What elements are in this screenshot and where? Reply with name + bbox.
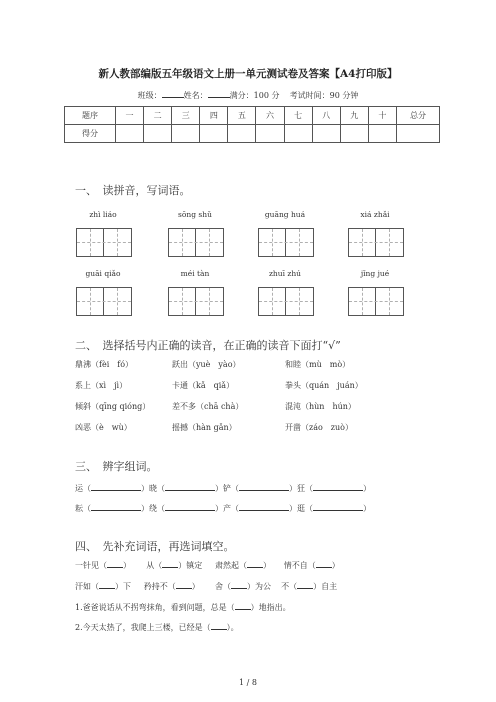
header-cell: 八	[312, 107, 340, 125]
score-cell[interactable]	[312, 125, 340, 143]
idiom-part: 情不自（	[283, 561, 316, 570]
writing-box[interactable]	[258, 287, 314, 316]
name-label: 姓名：	[183, 91, 208, 100]
word-group-row	[75, 502, 371, 514]
score-cell[interactable]	[397, 125, 440, 143]
writing-box[interactable]	[348, 287, 404, 316]
writing-box[interactable]	[168, 287, 224, 316]
reading-item: 系上（xì jì）	[75, 381, 128, 390]
pinyin-label: sōng shǔ	[178, 210, 212, 219]
header-cell: 总分	[397, 107, 440, 125]
answer-blank[interactable]	[99, 580, 115, 589]
header-cell: 三	[172, 107, 200, 125]
section1-heading: 一、 读拼音，写词语。	[75, 184, 191, 197]
header-cell: 四	[200, 107, 228, 125]
pinyin-label: jǐng jué	[360, 269, 390, 278]
header-cell: 一	[116, 107, 144, 125]
exam-time: 考试时间：90 分钟	[289, 91, 359, 100]
answer-blank[interactable]	[313, 482, 363, 491]
section4-heading: 四、 先补充词语，再选词填空。	[75, 540, 235, 553]
question-text: ）。	[226, 623, 239, 632]
score-cell[interactable]	[172, 125, 200, 143]
writing-box[interactable]	[258, 228, 314, 257]
class-label: 班级：	[137, 91, 162, 100]
score-cell[interactable]	[116, 125, 144, 143]
char-label: ）逛（	[289, 504, 313, 513]
answer-blank[interactable]	[247, 559, 263, 568]
score-table	[64, 106, 440, 143]
full-score: 满分：100 分	[229, 91, 280, 100]
char-label: ）产（	[215, 504, 239, 513]
char-label: ）狂（	[289, 484, 313, 493]
writing-box[interactable]	[348, 228, 404, 257]
writing-box[interactable]	[76, 287, 132, 316]
score-cell[interactable]	[256, 125, 284, 143]
score-row-label: 得分	[65, 125, 116, 143]
idiom-part: 从（	[146, 561, 163, 570]
question-text: 2.今天太热了，我爬上三楼，已经是（	[75, 623, 211, 632]
answer-blank[interactable]	[231, 580, 247, 589]
idiom-part: 一针见（	[75, 561, 107, 570]
pinyin-label: xiá zhǎi	[360, 210, 390, 219]
header-cell: 五	[228, 107, 256, 125]
word-group-row	[75, 482, 371, 494]
reading-item: 摇撼（hàn gǎn）	[172, 423, 237, 432]
reading-item: 鼎沸（fèi fó）	[75, 360, 134, 369]
header-cell: 题序	[65, 107, 116, 125]
idiom-part: ）为公	[246, 582, 271, 591]
idiom-part: ）自主	[313, 582, 338, 591]
document-title: 新人教部编版五年级语文上册一单元测试卷及答案【A4打印版】	[98, 68, 398, 80]
answer-blank[interactable]	[91, 502, 141, 511]
char-label: ）	[363, 484, 371, 493]
char-label: ）晓（	[141, 484, 165, 493]
writing-box[interactable]	[76, 228, 132, 257]
answer-blank[interactable]	[235, 601, 251, 610]
answer-blank[interactable]	[316, 559, 332, 568]
header-cell: 十	[368, 107, 396, 125]
reading-item: 和睦（mù mò）	[285, 360, 351, 369]
char-label: 运（	[75, 484, 91, 493]
question-text: 1.爸爸说话从不拐弯抹角，看到问题，总是（	[75, 603, 235, 612]
answer-blank[interactable]	[165, 502, 215, 511]
idiom-part: ）下	[115, 582, 131, 591]
idiom-part: ）	[331, 561, 340, 570]
reading-item: 混沌（hùn hún）	[285, 402, 356, 411]
score-header-row	[65, 107, 440, 125]
idiom-part: 汗如（	[75, 582, 99, 591]
char-label: ）	[363, 504, 371, 513]
answer-blank[interactable]	[162, 559, 178, 568]
idiom-part: 矜持不（	[143, 582, 176, 591]
class-blank	[162, 89, 184, 98]
answer-blank[interactable]	[165, 482, 215, 491]
score-cell[interactable]	[200, 125, 228, 143]
pinyin-label: zhì liáo	[89, 210, 117, 219]
question-1	[75, 601, 291, 613]
score-cell[interactable]	[340, 125, 368, 143]
answer-blank[interactable]	[211, 621, 227, 630]
idiom-part: ）	[191, 582, 200, 591]
answer-blank[interactable]	[176, 580, 192, 589]
pinyin-label: zhuī zhú	[268, 269, 301, 278]
char-label: 耘（	[75, 504, 91, 513]
score-row	[65, 125, 440, 143]
reading-item: 开凿（záo zuò）	[285, 423, 353, 432]
reading-item: 跃出（yuè yào）	[172, 360, 241, 369]
score-cell[interactable]	[284, 125, 312, 143]
header-cell: 六	[256, 107, 284, 125]
exam-meta	[0, 89, 496, 101]
idiom-row	[75, 559, 340, 571]
answer-blank[interactable]	[107, 559, 123, 568]
idiom-part: ）镇定	[178, 561, 203, 570]
answer-blank[interactable]	[313, 502, 363, 511]
idiom-part: 不（	[281, 582, 298, 591]
answer-blank[interactable]	[91, 482, 141, 491]
pinyin-label: méi tàn	[180, 269, 210, 278]
question-text: ）地指出。	[250, 603, 291, 612]
answer-blank[interactable]	[239, 502, 289, 511]
idiom-part: ）	[123, 561, 131, 570]
reading-item: 倾斜（qīng qióng）	[75, 402, 151, 411]
header-cell: 二	[144, 107, 172, 125]
char-label: ）绕（	[141, 504, 165, 513]
char-label: ）铲（	[215, 484, 239, 493]
page-number: 1 / 8	[239, 678, 257, 687]
reading-item: 拳头（quán juán）	[285, 381, 363, 390]
header-cell: 七	[284, 107, 312, 125]
question-2	[75, 621, 239, 633]
writing-box[interactable]	[168, 228, 224, 257]
pinyin-label: guāng huá	[264, 210, 306, 219]
idiom-part: 肃然起（	[214, 561, 247, 570]
pinyin-label: guāi qiǎo	[85, 269, 121, 278]
score-cell[interactable]	[368, 125, 396, 143]
header-cell: 九	[340, 107, 368, 125]
idiom-row	[75, 580, 337, 592]
reading-item: 卡通（kǎ qiǎ）	[172, 381, 235, 390]
score-cell[interactable]	[144, 125, 172, 143]
idiom-part: ）	[262, 561, 271, 570]
section2-heading: 二、 选择括号内正确的读音，在正确的读音下面打“√”	[75, 339, 341, 352]
answer-blank[interactable]	[297, 580, 313, 589]
section3-heading: 三、 辨字组词。	[75, 460, 158, 473]
score-cell[interactable]	[228, 125, 256, 143]
answer-blank[interactable]	[239, 482, 289, 491]
reading-item: 凶恶（è wù）	[75, 423, 132, 432]
reading-item: 差不多（chā chà）	[172, 402, 244, 411]
idiom-part: 舍（	[214, 582, 231, 591]
name-blank	[208, 89, 230, 98]
